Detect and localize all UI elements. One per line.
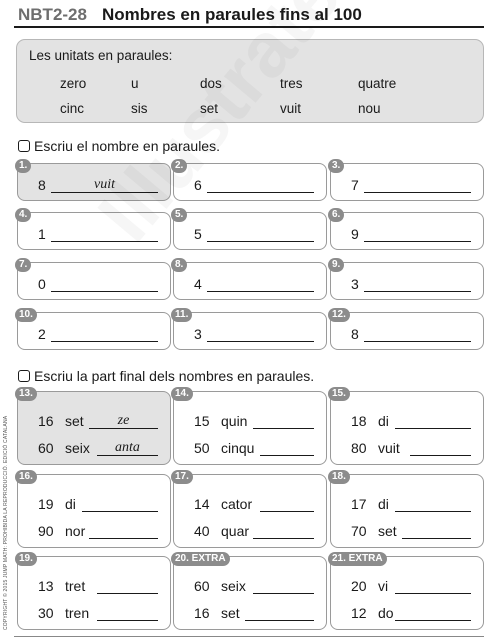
word-prefix: tren (65, 605, 90, 621)
given-number: 2 (38, 326, 46, 342)
exercise-card (17, 471, 171, 548)
answer-blank[interactable] (260, 440, 314, 456)
answer-blank[interactable]: anta (97, 440, 158, 456)
section2-instruction (18, 368, 314, 384)
answer-blank[interactable] (97, 605, 158, 621)
given-number: 3 (194, 326, 202, 342)
word-prefix: do (378, 605, 394, 621)
exercise-card (173, 259, 327, 300)
units-reference-box (16, 39, 484, 123)
word-prefix: set (65, 413, 84, 429)
answer-blank[interactable] (364, 276, 471, 292)
exercise-number-badge: 20. EXTRA (171, 552, 230, 566)
exercise-number-badge: 17. (171, 470, 193, 484)
word-prefix: di (378, 496, 389, 512)
given-number: 16 (38, 413, 54, 429)
exercise-number-badge: 7. (15, 258, 31, 272)
checkbox-icon[interactable] (18, 370, 30, 382)
word-prefix: cinqu (221, 440, 255, 456)
word-prefix: cator (221, 496, 253, 512)
answer-blank[interactable] (364, 177, 471, 193)
given-number: 80 (351, 440, 367, 456)
word-prefix: vuit (378, 440, 400, 456)
unit-word: quatre (358, 76, 397, 91)
answer-blank[interactable] (51, 226, 158, 242)
unit-word: sis (131, 101, 148, 116)
exercise-number-badge: 8. (171, 258, 187, 272)
exercise-card (330, 160, 484, 201)
exercise-card (330, 553, 484, 630)
answer-blank[interactable] (395, 496, 471, 512)
word-prefix: di (378, 413, 389, 429)
answer-blank[interactable] (253, 523, 314, 539)
given-number: 9 (351, 226, 359, 242)
given-number: 40 (194, 523, 210, 539)
word-prefix: seix (65, 440, 90, 456)
word-prefix: nor (65, 523, 86, 539)
bottom-divider (14, 636, 484, 637)
answer-blank[interactable] (82, 496, 158, 512)
answer-blank[interactable] (207, 326, 314, 342)
exercise-card (173, 388, 327, 465)
section2-instruction-text: Escriu la part final dels nombres en paraules. (34, 368, 315, 384)
given-number: 60 (38, 440, 54, 456)
exercise-card (17, 259, 171, 300)
given-number: 20 (351, 578, 367, 594)
given-number: 50 (194, 440, 210, 456)
answer-blank[interactable]: ze (89, 413, 158, 429)
given-number: 6 (194, 177, 202, 193)
answer-blank[interactable] (89, 523, 158, 539)
unit-word: nou (358, 101, 381, 116)
exercise-number-badge: 1. (15, 159, 31, 173)
exercise-number-badge: 11. (171, 308, 192, 322)
exercise-number-badge: 19. (15, 552, 37, 566)
exercise-card (173, 309, 327, 350)
exercise-number-badge: 2. (171, 159, 187, 173)
lesson-code: NBT2-28 (18, 5, 87, 24)
given-number: 15 (194, 413, 210, 429)
given-number: 18 (351, 413, 367, 429)
page-header (14, 4, 484, 28)
unit-word: cinc (60, 101, 85, 116)
answer-blank[interactable] (260, 496, 314, 512)
answer-blank[interactable] (207, 177, 314, 193)
exercise-number-badge: 16. (15, 470, 37, 484)
answer-blank[interactable] (410, 440, 471, 456)
exercise-card (173, 160, 327, 201)
word-prefix: di (65, 496, 76, 512)
exercise-card (17, 209, 171, 250)
given-number: 8 (351, 326, 359, 342)
exercise-number-badge: 15. (328, 387, 350, 401)
answer-blank[interactable]: vuit (51, 177, 158, 193)
exercise-card (330, 471, 484, 548)
given-number: 1 (38, 226, 46, 242)
exercise-card (330, 388, 484, 465)
word-prefix: set (221, 605, 240, 621)
word-prefix: vi (378, 578, 389, 594)
exercise-card (173, 471, 327, 548)
answer-blank[interactable] (207, 226, 314, 242)
word-prefix: quar (221, 523, 250, 539)
exercise-number-badge: 6. (328, 208, 344, 222)
answer-blank[interactable] (253, 578, 314, 594)
units-box-label: Les unitats en paraules: (29, 48, 173, 63)
exercise-number-badge: 10. (15, 308, 37, 322)
exercise-number-badge: 14. (171, 387, 193, 401)
exercise-card (330, 209, 484, 250)
unit-word: zero (60, 76, 87, 91)
exercise-card (330, 259, 484, 300)
word-prefix: set (378, 523, 397, 539)
exercise-number-badge: 5. (171, 208, 187, 222)
exercise-number-badge: 9. (328, 258, 344, 272)
unit-word: set (200, 101, 219, 116)
given-number: 13 (38, 578, 54, 594)
answer-blank[interactable] (395, 413, 471, 429)
given-number: 17 (351, 496, 367, 512)
exercise-card (330, 309, 484, 350)
given-number: 5 (194, 226, 202, 242)
exercise-card (17, 160, 171, 201)
section1-instruction-text: Escriu el nombre en paraules. (34, 138, 220, 154)
given-number: 16 (194, 605, 210, 621)
exercise-card (173, 553, 327, 630)
given-number: 8 (38, 177, 46, 193)
given-number: 7 (351, 177, 359, 193)
given-number: 90 (38, 523, 54, 539)
exercise-card (173, 209, 327, 250)
exercise-number-badge: 12. (328, 308, 350, 322)
exercise-number-badge: 4. (15, 208, 31, 222)
word-prefix: seix (221, 578, 246, 594)
unit-word: u (131, 76, 139, 91)
given-number: 0 (38, 276, 46, 292)
exercise-number-badge: 18. (328, 470, 350, 484)
given-number: 60 (194, 578, 210, 594)
answer-blank[interactable] (395, 605, 471, 621)
answer-blank[interactable] (402, 523, 471, 539)
exercise-number-badge: 3. (328, 159, 344, 173)
exercise-card (17, 553, 171, 630)
answer-blank[interactable] (97, 578, 158, 594)
given-number: 3 (351, 276, 359, 292)
word-prefix: quin (221, 413, 248, 429)
answer-blank[interactable] (51, 326, 158, 342)
exercise-card (17, 309, 171, 350)
checkbox-icon[interactable] (18, 140, 30, 152)
given-number: 19 (38, 496, 54, 512)
exercise-number-badge: 13. (15, 387, 37, 401)
given-number: 14 (194, 496, 210, 512)
word-prefix: tret (65, 578, 86, 594)
unit-word: dos (200, 76, 222, 91)
answer-blank[interactable] (395, 578, 471, 594)
copyright-notice: COPYRIGHT © 2015 JUMP MATH: PROHIBIDA LA REPRODUCCIÓ. EDICIÓ CATALANA (3, 415, 9, 630)
page-title: Nombres en paraules fins al 100 (102, 5, 362, 24)
exercise-card (17, 388, 171, 465)
given-number: 4 (194, 276, 202, 292)
answer-blank[interactable] (253, 413, 314, 429)
given-number: 70 (351, 523, 367, 539)
answer-blank[interactable] (364, 226, 471, 242)
given-number: 30 (38, 605, 54, 621)
section1-instruction (18, 138, 220, 154)
answer-blank[interactable] (245, 605, 314, 621)
given-number: 12 (351, 605, 367, 621)
unit-word: vuit (280, 101, 302, 116)
unit-word: tres (280, 76, 303, 91)
answer-blank[interactable] (207, 276, 314, 292)
answer-blank[interactable] (51, 276, 158, 292)
exercise-number-badge: 21. EXTRA (328, 552, 387, 566)
answer-blank[interactable] (364, 326, 471, 342)
